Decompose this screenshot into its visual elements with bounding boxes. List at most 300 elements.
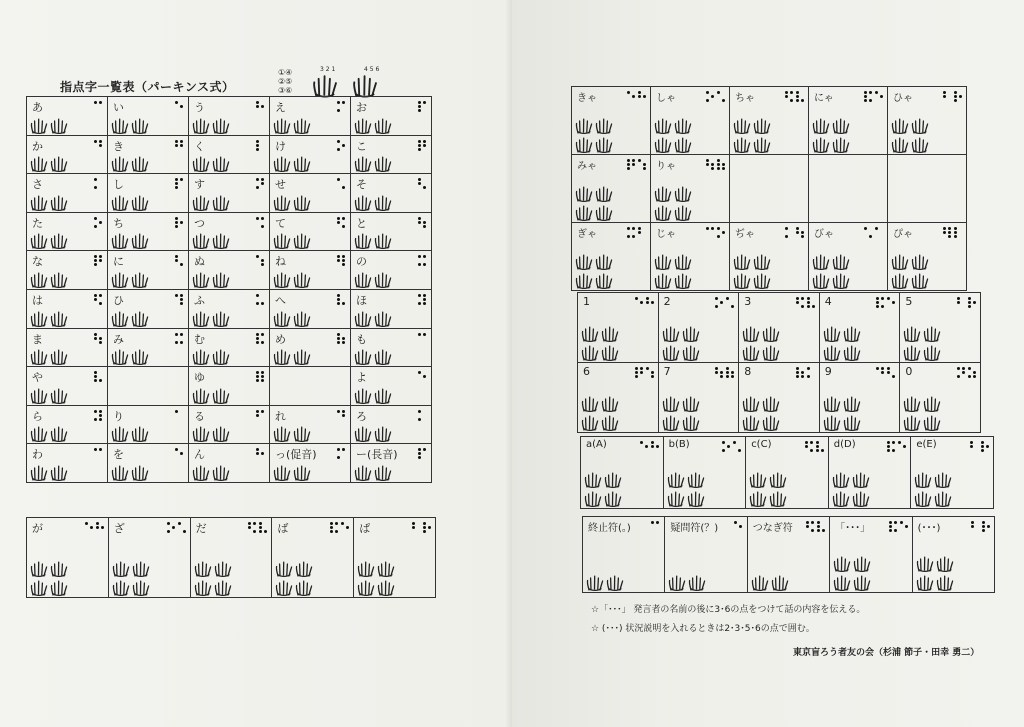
hand-row xyxy=(357,580,395,596)
hand-icon xyxy=(30,156,48,172)
cell-label: じゃ xyxy=(656,229,676,240)
braille-icon xyxy=(94,178,102,189)
braille-icon xyxy=(957,297,965,308)
hand-icon xyxy=(273,349,291,365)
hand-row xyxy=(891,273,929,289)
kana-cell xyxy=(730,223,809,291)
hand-icon xyxy=(212,349,230,365)
hand-row xyxy=(575,254,613,270)
hand-icon xyxy=(654,186,672,202)
hand-row xyxy=(586,575,624,591)
hand-icon xyxy=(903,396,921,412)
braille-icon xyxy=(640,441,648,452)
cell-label: し xyxy=(113,178,124,192)
braille-icon xyxy=(889,521,897,532)
hand-icon xyxy=(749,472,767,488)
cell-label: b(B) xyxy=(668,439,690,450)
braille-icon xyxy=(94,333,102,344)
hand-icon xyxy=(192,118,210,134)
hand-icon xyxy=(112,561,130,577)
hand-icon xyxy=(50,388,68,404)
kana-cell xyxy=(351,212,432,251)
hand-icon xyxy=(374,118,392,134)
hand-icon xyxy=(654,137,672,153)
hand-icon xyxy=(194,580,212,596)
cell-label: つなぎ符 xyxy=(752,523,793,534)
kana-cell xyxy=(572,87,651,155)
hand-icon xyxy=(742,396,760,412)
hand-icon xyxy=(687,472,705,488)
braille-pair xyxy=(887,441,906,452)
hand-icon xyxy=(50,195,68,211)
hand-icon xyxy=(295,561,313,577)
hand-icon xyxy=(131,272,149,288)
braille-icon xyxy=(807,297,815,308)
hand-row xyxy=(30,388,68,404)
hand-row xyxy=(273,195,311,211)
braille-icon xyxy=(418,333,426,344)
braille-icon xyxy=(627,227,635,238)
cell-label: と xyxy=(356,216,367,230)
braille-icon xyxy=(970,441,978,452)
braille-icon xyxy=(876,297,884,308)
braille-icon xyxy=(968,367,976,378)
hand-icon xyxy=(131,426,149,442)
punctuation-table xyxy=(582,516,995,593)
hand-icon xyxy=(374,156,392,172)
braille-icon xyxy=(94,448,102,459)
braille-icon xyxy=(968,297,976,308)
kana-cell xyxy=(900,293,981,363)
hand-icon xyxy=(934,472,952,488)
hand-icon xyxy=(832,118,850,134)
braille-icon xyxy=(717,159,725,170)
kana-cell xyxy=(912,517,994,593)
hand-row xyxy=(575,205,613,221)
hand-icon xyxy=(357,561,375,577)
hand-icon xyxy=(30,349,48,365)
numbers-table xyxy=(577,292,981,433)
kana-cell xyxy=(658,363,739,433)
hand-icon xyxy=(212,233,230,249)
hand-icon xyxy=(50,349,68,365)
braille-icon xyxy=(785,227,793,238)
braille-icon xyxy=(256,371,264,382)
cell-label: 疑問符(？) xyxy=(670,523,719,534)
hand-icon xyxy=(936,556,954,572)
hand-icon xyxy=(575,186,593,202)
hand-icon xyxy=(733,254,751,270)
braille-icon xyxy=(256,333,264,344)
cell-label: さ xyxy=(32,178,43,192)
hand-icon xyxy=(374,465,392,481)
hand-row xyxy=(194,580,232,596)
hand-icon xyxy=(30,580,48,596)
kana-cell xyxy=(819,363,900,433)
kana-cell xyxy=(108,251,189,290)
hand-row xyxy=(749,491,787,507)
hand-row xyxy=(273,349,311,365)
table-row xyxy=(578,363,981,433)
braille-pair xyxy=(706,227,725,238)
hand-icon xyxy=(934,491,952,507)
hand-icon xyxy=(30,118,48,134)
hand-row xyxy=(654,273,692,289)
hand-icon xyxy=(914,472,932,488)
hand-row xyxy=(192,388,230,404)
hand-icon xyxy=(891,273,909,289)
cell-label: り xyxy=(113,409,124,423)
kana-cell xyxy=(189,97,270,136)
braille-pair xyxy=(864,227,883,238)
braille-icon xyxy=(875,227,883,238)
hand-icon xyxy=(293,272,311,288)
hand-icon xyxy=(762,415,780,431)
cell-label: a(A) xyxy=(586,439,607,450)
hand-icon xyxy=(762,345,780,361)
cell-label: ぱ xyxy=(359,522,371,535)
hand-icon xyxy=(891,254,909,270)
hand-icon xyxy=(273,118,291,134)
hand-icon xyxy=(923,415,941,431)
hand-icon xyxy=(293,156,311,172)
kana-cell xyxy=(270,367,351,406)
cell-label: 1 xyxy=(583,295,590,308)
hand-icon xyxy=(584,491,602,507)
hand-icon xyxy=(30,426,48,442)
hand-icon xyxy=(192,195,210,211)
braille-icon xyxy=(887,441,895,452)
braille-icon xyxy=(706,159,714,170)
braille-pair xyxy=(248,522,267,533)
hand-row xyxy=(891,254,929,270)
table-row xyxy=(27,289,432,328)
hand-row xyxy=(654,137,692,153)
hand-icon xyxy=(733,273,751,289)
braille-icon xyxy=(256,294,264,305)
kana-cell xyxy=(190,518,272,598)
hand-icon xyxy=(891,137,909,153)
braille-icon xyxy=(875,91,883,102)
hand-icon xyxy=(581,396,599,412)
cell-label: ひゃ xyxy=(893,93,913,104)
hand-icon xyxy=(111,465,129,481)
hand-icon xyxy=(275,580,293,596)
braille-icon xyxy=(638,91,646,102)
hand-icon xyxy=(112,580,130,596)
hand-row xyxy=(354,388,392,404)
hand-icon xyxy=(192,311,210,327)
hand-icon xyxy=(212,465,230,481)
hand-icon xyxy=(273,426,291,442)
hand-icon xyxy=(357,580,375,596)
cell-label: て xyxy=(275,216,286,230)
youon-table xyxy=(571,86,967,291)
hand-row xyxy=(662,415,700,431)
braille-pair xyxy=(722,441,741,452)
hand-icon xyxy=(903,415,921,431)
kana-cell xyxy=(581,437,664,509)
hand-row xyxy=(584,491,622,507)
hand-icon xyxy=(30,465,48,481)
braille-pair xyxy=(167,522,186,533)
hand-icon xyxy=(674,186,692,202)
hand-icon xyxy=(936,575,954,591)
braille-icon xyxy=(256,217,264,228)
dot-key-row: ②⑤ xyxy=(278,77,293,86)
cell-label: ち xyxy=(113,216,124,230)
braille-pair xyxy=(943,227,962,238)
cell-label: きゃ xyxy=(577,93,597,104)
braille-icon xyxy=(418,294,426,305)
braille-icon xyxy=(722,441,730,452)
hand-icon xyxy=(354,118,372,134)
braille-icon xyxy=(418,217,426,228)
kana-cell xyxy=(651,223,730,291)
kana-cell xyxy=(189,444,270,483)
cell-label: へ xyxy=(275,293,286,307)
kana-cell xyxy=(351,251,432,290)
cell-label: ば xyxy=(277,522,289,535)
hand-icon xyxy=(923,345,941,361)
cell-label: ぎゃ xyxy=(577,229,597,240)
hand-icon xyxy=(903,326,921,342)
hand-row xyxy=(30,465,68,481)
kana-cell xyxy=(351,367,432,406)
braille-icon xyxy=(706,91,714,102)
braille-icon xyxy=(796,227,804,238)
kana-cell xyxy=(663,437,746,509)
braille-icon xyxy=(734,521,742,532)
cell-label: つ xyxy=(194,216,205,230)
braille-pair xyxy=(706,91,725,102)
kana-cell xyxy=(189,367,270,406)
hand-icon xyxy=(212,311,230,327)
braille-icon xyxy=(337,255,345,266)
braille-icon xyxy=(423,522,431,533)
braille-pair xyxy=(330,522,349,533)
hand-row xyxy=(30,426,68,442)
hand-icon xyxy=(823,415,841,431)
kana-cell xyxy=(108,328,189,367)
hand-row xyxy=(273,156,311,172)
braille-icon xyxy=(175,101,183,112)
hand-row xyxy=(812,273,850,289)
hand-icon xyxy=(30,561,48,577)
hand-icon xyxy=(581,415,599,431)
braille-icon xyxy=(796,297,804,308)
kana-cell xyxy=(739,293,820,363)
table-row xyxy=(578,293,981,363)
hand-icon xyxy=(601,345,619,361)
cell-label: う xyxy=(194,101,205,114)
hand-icon xyxy=(374,388,392,404)
hand-row xyxy=(654,254,692,270)
braille-icon xyxy=(646,297,654,308)
hand-icon xyxy=(575,118,593,134)
hand-row xyxy=(30,233,68,249)
hand-icon xyxy=(923,396,941,412)
braille-icon xyxy=(94,217,102,228)
hand-icon xyxy=(293,349,311,365)
cell-label: 終止符(｡) xyxy=(588,523,631,534)
braille-icon xyxy=(887,297,895,308)
braille-pair xyxy=(796,367,815,378)
cell-label: ひ xyxy=(113,293,124,307)
braille-icon xyxy=(418,371,426,382)
hand-icon xyxy=(771,575,789,591)
hand-icon xyxy=(662,326,680,342)
hand-icon xyxy=(354,349,372,365)
hand-icon xyxy=(823,396,841,412)
table-row xyxy=(27,444,432,483)
braille-icon xyxy=(806,521,814,532)
hand-row xyxy=(662,396,700,412)
kana-cell xyxy=(108,444,189,483)
braille-icon xyxy=(816,441,824,452)
kana-cell xyxy=(911,437,994,509)
braille-icon xyxy=(337,333,345,344)
hand-row xyxy=(192,465,230,481)
hand-icon xyxy=(50,156,68,172)
hand-icon xyxy=(354,156,372,172)
hand-row xyxy=(914,491,952,507)
hand-icon xyxy=(374,272,392,288)
braille-icon xyxy=(337,140,345,151)
hand-icon xyxy=(742,326,760,342)
braille-pair xyxy=(85,522,104,533)
braille-icon xyxy=(715,367,723,378)
hand-icon xyxy=(595,254,613,270)
hand-row xyxy=(30,580,68,596)
cell-label: っ(促音) xyxy=(275,448,317,462)
cell-label: み xyxy=(113,332,124,346)
hand-row xyxy=(903,345,941,361)
kana-cell xyxy=(27,135,108,174)
hand-icon xyxy=(273,195,291,211)
page-title: 指点字一覧表（パーキンス式） xyxy=(60,80,235,94)
cell-label: d(D) xyxy=(833,439,856,450)
braille-icon xyxy=(807,367,815,378)
hand-icon xyxy=(30,195,48,211)
hand-icon xyxy=(682,415,700,431)
hand-icon xyxy=(295,580,313,596)
hand-row xyxy=(192,156,230,172)
kana-cell xyxy=(746,437,829,509)
kana-cell xyxy=(108,405,189,444)
braille-icon xyxy=(638,159,646,170)
kana-cell xyxy=(583,517,665,593)
hand-icon xyxy=(911,254,929,270)
kana-cell xyxy=(27,367,108,406)
hand-icon xyxy=(50,233,68,249)
hand-row xyxy=(111,465,149,481)
kana-cell xyxy=(578,293,659,363)
kana-cell xyxy=(108,518,190,598)
hand-icon xyxy=(674,205,692,221)
hand-row xyxy=(812,254,850,270)
hand-icon xyxy=(273,465,291,481)
braille-icon xyxy=(733,441,741,452)
hand-row xyxy=(192,195,230,211)
hand-icon xyxy=(293,233,311,249)
hand-icon xyxy=(374,233,392,249)
kana-cell xyxy=(809,223,888,291)
cell-label: た xyxy=(32,216,43,230)
hand-row xyxy=(354,118,392,134)
hand-icon xyxy=(584,472,602,488)
hand-icon xyxy=(131,311,149,327)
braille-pair xyxy=(876,367,895,378)
hand-icon xyxy=(131,118,149,134)
hand-icon xyxy=(742,345,760,361)
hand-icon xyxy=(833,556,851,572)
kana-cell xyxy=(108,212,189,251)
hand-icon xyxy=(812,137,830,153)
cell-label: ぬ xyxy=(194,255,205,269)
cell-label: (･･･) xyxy=(917,523,941,534)
cell-label: す xyxy=(194,178,205,192)
hand-icon xyxy=(214,561,232,577)
kana-cell xyxy=(354,518,436,598)
kana-cell xyxy=(27,328,108,367)
hand-row xyxy=(581,396,619,412)
hand-row xyxy=(192,272,230,288)
hand-icon xyxy=(354,233,372,249)
hand-icon xyxy=(662,396,680,412)
hand-row xyxy=(751,575,789,591)
hand-row xyxy=(111,311,149,327)
kana-cell xyxy=(747,517,829,593)
hand-icon xyxy=(275,561,293,577)
hand-row xyxy=(30,156,68,172)
hand-icon xyxy=(923,326,941,342)
braille-pair xyxy=(785,91,804,102)
hand-row xyxy=(30,272,68,288)
kana-cell xyxy=(730,87,809,155)
kana-cell xyxy=(27,251,108,290)
cell-label: ざ xyxy=(113,522,125,535)
credit: 東京盲ろう者友の会（杉浦 節子・田幸 勇二） xyxy=(793,648,980,658)
hand-icon xyxy=(914,491,932,507)
cell-label: ま xyxy=(32,332,43,346)
hand-row xyxy=(575,186,613,202)
braille-icon xyxy=(94,294,102,305)
cell-label: に xyxy=(113,255,124,269)
hand-icon xyxy=(50,465,68,481)
hand-row xyxy=(275,561,313,577)
braille-pair xyxy=(889,521,908,532)
hand-row xyxy=(575,118,613,134)
braille-icon xyxy=(805,441,813,452)
cell-label: ら xyxy=(32,409,43,423)
hand-icon xyxy=(50,311,68,327)
braille-icon xyxy=(259,522,267,533)
hand-icon xyxy=(586,575,604,591)
cell-label: にゃ xyxy=(814,93,834,104)
hand-icon xyxy=(843,415,861,431)
hand-icon xyxy=(212,426,230,442)
kana-cell xyxy=(270,328,351,367)
hand-icon xyxy=(749,491,767,507)
hand-icon xyxy=(192,388,210,404)
cell-label: びゃ xyxy=(814,229,834,240)
hand-icon xyxy=(753,118,771,134)
hand-icon xyxy=(131,465,149,481)
hand-icon xyxy=(654,273,672,289)
hand-icon xyxy=(354,388,372,404)
hand-icon xyxy=(273,272,291,288)
